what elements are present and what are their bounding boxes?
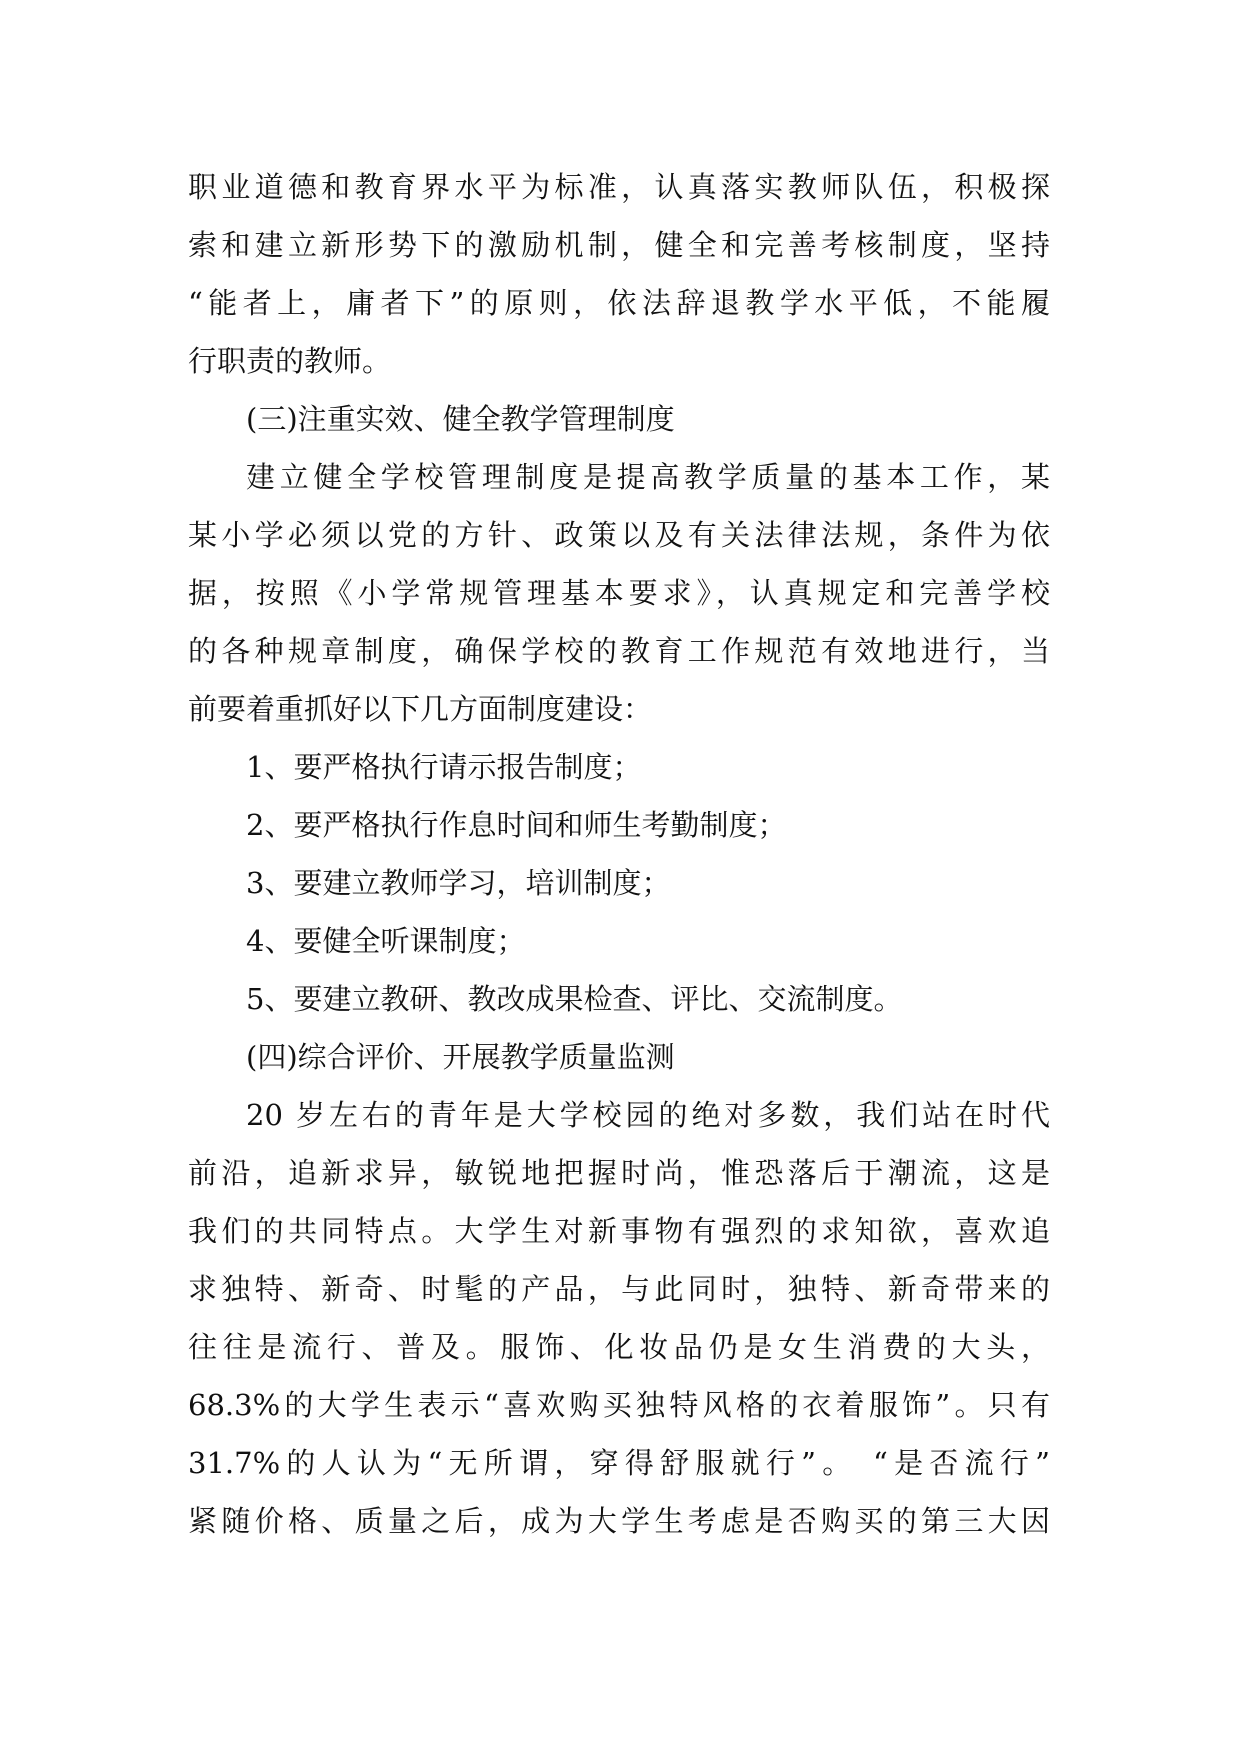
text-line: 3、要建立教师学习，培训制度； [246,866,671,900]
text-line: 4、要健全听课制度； [246,924,526,958]
text-line: (四)综合评价、开展教学质量监测 [246,1040,675,1074]
text-line: 我们的共同特点。大学生对新事物有强烈的求知欲，喜欢追 [188,1214,1050,1248]
document-body [188,158,1050,1550]
text-line: 20 岁左右的青年是大学校园的绝对多数，我们站在时代 [246,1098,1050,1132]
text-line: 5、要建立教研、教改成果检查、评比、交流制度。 [246,982,903,1016]
text-line: 68.3%的大学生表示“喜欢购买独特风格的衣着服饰”。只有 [188,1388,1050,1422]
text-line: (三)注重实效、健全教学管理制度 [246,402,675,436]
text-line: 31.7%的人认为“无所谓，穿得舒服就行”。 “是否流行” [188,1446,1050,1480]
text-line: 2、要严格执行作息时间和师生考勤制度； [246,808,787,842]
text-line: 往往是流行、普及。服饰、化妆品仍是女生消费的大头， [188,1330,1050,1364]
text-line: 的各种规章制度，确保学校的教育工作规范有效地进行，当 [188,634,1050,668]
text-line: 紧随价格、质量之后，成为大学生考虑是否购买的第三大因 [188,1504,1050,1538]
text-line: 据，按照《小学常规管理基本要求》，认真规定和完善学校 [188,576,1050,610]
text-line: 某小学必须以党的方针、政策以及有关法律法规，条件为依 [188,518,1050,552]
text-line: 建立健全学校管理制度是提高教学质量的基本工作，某 [246,460,1050,494]
text-line: 前要着重抓好以下几方面制度建设： [188,692,653,726]
text-line: 索和建立新形势下的激励机制，健全和完善考核制度，坚持 [188,228,1050,262]
text-line: 前沿，追新求异，敏锐地把握时尚，惟恐落后于潮流，这是 [188,1156,1050,1190]
text-line: 行职责的教师。 [188,344,392,378]
text-line: 1、要严格执行请示报告制度； [246,750,642,784]
text-line: 职业道德和教育界水平为标准，认真落实教师队伍，积极探 [188,170,1050,204]
text-line: “能者上，庸者下”的原则，依法辞退教学水平低，不能履 [188,286,1050,320]
text-line: 求独特、新奇、时髦的产品，与此同时，独特、新奇带来的 [188,1272,1050,1306]
